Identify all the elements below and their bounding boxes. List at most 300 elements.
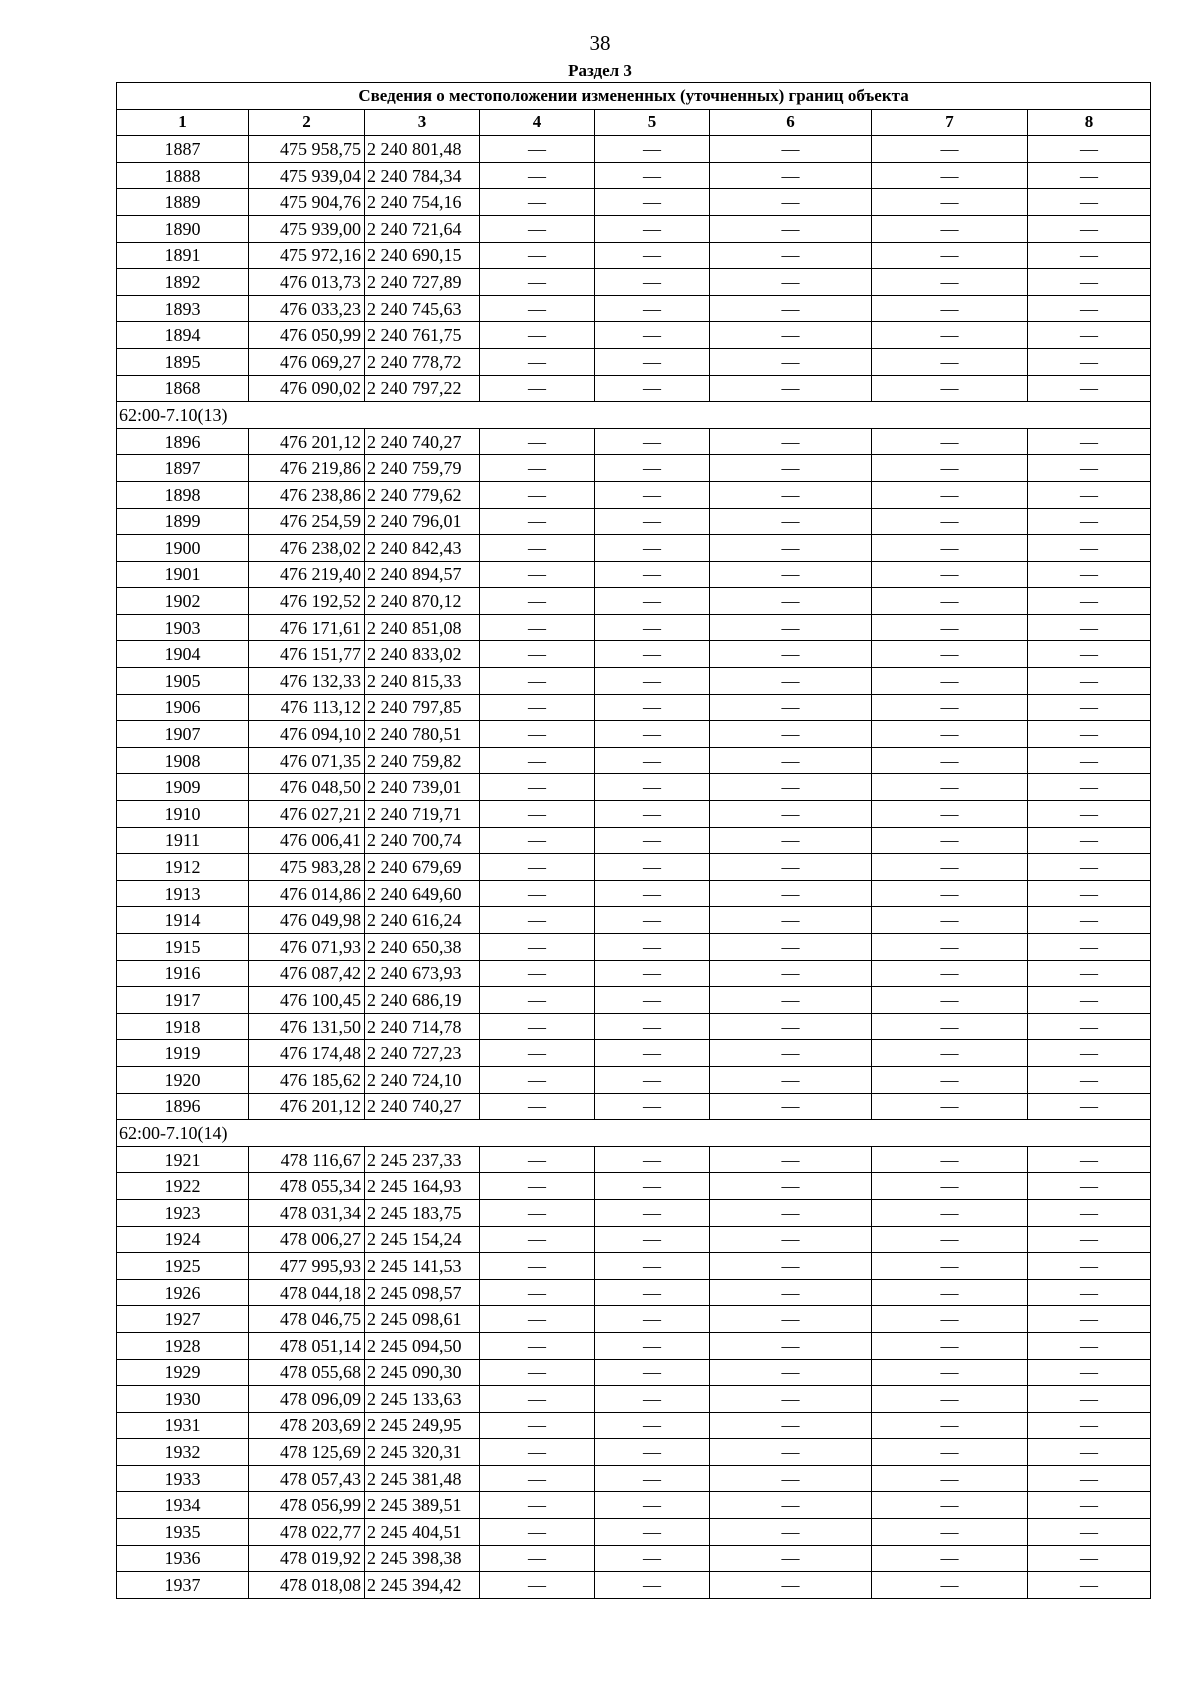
empty-value-cell: — [710, 880, 872, 907]
empty-value-cell: — [710, 1199, 872, 1226]
table-row [117, 1492, 1151, 1519]
x-coordinate-cell: 476 069,27 [249, 348, 365, 375]
y-coordinate-cell: 2 240 870,12 [365, 588, 480, 615]
table-row [117, 561, 1151, 588]
table-row [117, 1332, 1151, 1359]
empty-value-cell: — [480, 162, 595, 189]
empty-value-cell: — [595, 189, 710, 216]
point-number-cell: 1868 [117, 375, 249, 402]
empty-value-cell: — [480, 1040, 595, 1067]
x-coordinate-cell: 478 031,34 [249, 1199, 365, 1226]
point-number-cell: 1907 [117, 721, 249, 748]
point-number-cell: 1917 [117, 987, 249, 1014]
empty-value-cell: — [1028, 774, 1151, 801]
empty-value-cell: — [710, 242, 872, 269]
table-row [117, 641, 1151, 668]
empty-value-cell: — [595, 1279, 710, 1306]
empty-value-cell: — [1028, 801, 1151, 828]
y-coordinate-cell: 2 245 090,30 [365, 1359, 480, 1386]
empty-value-cell: — [595, 1226, 710, 1253]
empty-value-cell: — [480, 774, 595, 801]
table-row [117, 242, 1151, 269]
empty-value-cell: — [710, 721, 872, 748]
empty-value-cell: — [595, 348, 710, 375]
y-coordinate-cell: 2 240 801,48 [365, 136, 480, 163]
empty-value-cell: — [595, 801, 710, 828]
x-coordinate-cell: 476 071,35 [249, 747, 365, 774]
y-coordinate-cell: 2 240 673,93 [365, 960, 480, 987]
empty-value-cell: — [480, 934, 595, 961]
empty-value-cell: — [595, 1146, 710, 1173]
empty-value-cell: — [480, 215, 595, 242]
empty-value-cell: — [595, 774, 710, 801]
table-row [117, 614, 1151, 641]
point-number-cell: 1929 [117, 1359, 249, 1386]
x-coordinate-cell: 476 048,50 [249, 774, 365, 801]
table-row [117, 1519, 1151, 1546]
empty-value-cell: — [872, 242, 1028, 269]
y-coordinate-cell: 2 245 164,93 [365, 1173, 480, 1200]
empty-value-cell: — [710, 1066, 872, 1093]
empty-value-cell: — [480, 535, 595, 562]
point-number-cell: 1906 [117, 694, 249, 721]
empty-value-cell: — [872, 907, 1028, 934]
empty-value-cell: — [595, 854, 710, 881]
column-header-row [117, 109, 1151, 136]
empty-value-cell: — [480, 641, 595, 668]
table-row [117, 854, 1151, 881]
empty-value-cell: — [1028, 189, 1151, 216]
section-title: Раздел 3 [568, 61, 632, 80]
x-coordinate-cell: 476 131,50 [249, 1013, 365, 1040]
empty-value-cell: — [872, 269, 1028, 296]
table-row [117, 1545, 1151, 1572]
point-number-cell: 1891 [117, 242, 249, 269]
empty-value-cell: — [710, 694, 872, 721]
empty-value-cell: — [595, 1199, 710, 1226]
x-coordinate-cell: 476 238,86 [249, 481, 365, 508]
x-coordinate-cell: 478 022,77 [249, 1519, 365, 1546]
empty-value-cell: — [1028, 1146, 1151, 1173]
empty-value-cell: — [480, 1386, 595, 1413]
y-coordinate-cell: 2 245 389,51 [365, 1492, 480, 1519]
point-number-cell: 1928 [117, 1332, 249, 1359]
table-row [117, 1199, 1151, 1226]
column-header: 8 [1028, 109, 1151, 136]
empty-value-cell: — [595, 1066, 710, 1093]
empty-value-cell: — [1028, 960, 1151, 987]
empty-value-cell: — [480, 508, 595, 535]
empty-value-cell: — [710, 348, 872, 375]
empty-value-cell: — [872, 189, 1028, 216]
empty-value-cell: — [872, 1412, 1028, 1439]
empty-value-cell: — [1028, 827, 1151, 854]
empty-value-cell: — [872, 1492, 1028, 1519]
empty-value-cell: — [1028, 987, 1151, 1014]
point-number-cell: 1931 [117, 1412, 249, 1439]
empty-value-cell: — [872, 747, 1028, 774]
empty-value-cell: — [872, 1306, 1028, 1333]
empty-value-cell: — [710, 455, 872, 482]
empty-value-cell: — [595, 322, 710, 349]
y-coordinate-cell: 2 240 721,64 [365, 215, 480, 242]
empty-value-cell: — [1028, 1439, 1151, 1466]
x-coordinate-cell: 476 254,59 [249, 508, 365, 535]
empty-value-cell: — [710, 1173, 872, 1200]
empty-value-cell: — [872, 455, 1028, 482]
table-row [117, 1093, 1151, 1120]
empty-value-cell: — [480, 1253, 595, 1280]
empty-value-cell: — [710, 641, 872, 668]
empty-value-cell: — [595, 561, 710, 588]
empty-value-cell: — [480, 1465, 595, 1492]
empty-value-cell: — [480, 1412, 595, 1439]
empty-value-cell: — [1028, 747, 1151, 774]
table-row [117, 960, 1151, 987]
empty-value-cell: — [480, 801, 595, 828]
empty-value-cell: — [872, 1332, 1028, 1359]
empty-value-cell: — [872, 641, 1028, 668]
empty-value-cell: — [710, 295, 872, 322]
empty-value-cell: — [1028, 1040, 1151, 1067]
empty-value-cell: — [1028, 641, 1151, 668]
y-coordinate-cell: 2 245 394,42 [365, 1572, 480, 1599]
empty-value-cell: — [480, 1173, 595, 1200]
y-coordinate-cell: 2 240 797,22 [365, 375, 480, 402]
x-coordinate-cell: 476 033,23 [249, 295, 365, 322]
y-coordinate-cell: 2 240 796,01 [365, 508, 480, 535]
table-row [117, 508, 1151, 535]
y-coordinate-cell: 2 245 404,51 [365, 1519, 480, 1546]
empty-value-cell: — [1028, 481, 1151, 508]
x-coordinate-cell: 476 013,73 [249, 269, 365, 296]
table-row [117, 215, 1151, 242]
x-coordinate-cell: 476 050,99 [249, 322, 365, 349]
table-row [117, 880, 1151, 907]
empty-value-cell: — [595, 1093, 710, 1120]
point-number-cell: 1934 [117, 1492, 249, 1519]
empty-value-cell: — [710, 1359, 872, 1386]
y-coordinate-cell: 2 240 724,10 [365, 1066, 480, 1093]
empty-value-cell: — [710, 588, 872, 615]
empty-value-cell: — [1028, 1013, 1151, 1040]
point-number-cell: 1898 [117, 481, 249, 508]
empty-value-cell: — [1028, 508, 1151, 535]
column-header: 3 [365, 109, 480, 136]
x-coordinate-cell: 476 238,02 [249, 535, 365, 562]
y-coordinate-cell: 2 240 739,01 [365, 774, 480, 801]
empty-value-cell: — [710, 1253, 872, 1280]
empty-value-cell: — [595, 827, 710, 854]
empty-value-cell: — [872, 295, 1028, 322]
point-number-cell: 1889 [117, 189, 249, 216]
empty-value-cell: — [872, 694, 1028, 721]
empty-value-cell: — [1028, 1173, 1151, 1200]
table-row [117, 348, 1151, 375]
empty-value-cell: — [480, 1146, 595, 1173]
empty-value-cell: — [480, 588, 595, 615]
point-number-cell: 1911 [117, 827, 249, 854]
y-coordinate-cell: 2 240 740,27 [365, 428, 480, 455]
y-coordinate-cell: 2 240 686,19 [365, 987, 480, 1014]
empty-value-cell: — [872, 508, 1028, 535]
table-row [117, 721, 1151, 748]
empty-value-cell: — [595, 614, 710, 641]
table-row [117, 295, 1151, 322]
x-coordinate-cell: 476 006,41 [249, 827, 365, 854]
empty-value-cell: — [480, 1492, 595, 1519]
empty-value-cell: — [1028, 428, 1151, 455]
empty-value-cell: — [872, 880, 1028, 907]
point-number-cell: 1925 [117, 1253, 249, 1280]
y-coordinate-cell: 2 245 398,38 [365, 1545, 480, 1572]
point-number-cell: 1901 [117, 561, 249, 588]
point-number-cell: 1930 [117, 1386, 249, 1413]
empty-value-cell: — [1028, 1199, 1151, 1226]
empty-value-cell: — [595, 481, 710, 508]
empty-value-cell: — [480, 747, 595, 774]
empty-value-cell: — [595, 1253, 710, 1280]
empty-value-cell: — [710, 375, 872, 402]
point-number-cell: 1927 [117, 1306, 249, 1333]
table-body [117, 136, 1151, 1599]
table-row [117, 747, 1151, 774]
empty-value-cell: — [480, 880, 595, 907]
point-number-cell: 1896 [117, 1093, 249, 1120]
x-coordinate-cell: 476 185,62 [249, 1066, 365, 1093]
column-header: 2 [249, 109, 365, 136]
empty-value-cell: — [710, 1412, 872, 1439]
table-row [117, 1359, 1151, 1386]
x-coordinate-cell: 478 116,67 [249, 1146, 365, 1173]
empty-value-cell: — [1028, 1465, 1151, 1492]
point-number-cell: 1914 [117, 907, 249, 934]
empty-value-cell: — [1028, 162, 1151, 189]
empty-value-cell: — [1028, 1093, 1151, 1120]
empty-value-cell: — [710, 1013, 872, 1040]
empty-value-cell: — [595, 1465, 710, 1492]
x-coordinate-cell: 476 090,02 [249, 375, 365, 402]
empty-value-cell: — [872, 1173, 1028, 1200]
x-coordinate-cell: 475 904,76 [249, 189, 365, 216]
empty-value-cell: — [480, 1199, 595, 1226]
empty-value-cell: — [480, 987, 595, 1014]
empty-value-cell: — [710, 1332, 872, 1359]
table-row [117, 1253, 1151, 1280]
empty-value-cell: — [872, 854, 1028, 881]
y-coordinate-cell: 2 240 784,34 [365, 162, 480, 189]
empty-value-cell: — [710, 934, 872, 961]
empty-value-cell: — [1028, 668, 1151, 695]
empty-value-cell: — [1028, 694, 1151, 721]
empty-value-cell: — [595, 721, 710, 748]
x-coordinate-cell: 478 096,09 [249, 1386, 365, 1413]
empty-value-cell: — [872, 1545, 1028, 1572]
group-row [117, 1120, 1151, 1147]
y-coordinate-cell: 2 240 650,38 [365, 934, 480, 961]
x-coordinate-cell: 475 983,28 [249, 854, 365, 881]
x-coordinate-cell: 476 113,12 [249, 694, 365, 721]
empty-value-cell: — [1028, 348, 1151, 375]
empty-value-cell: — [595, 136, 710, 163]
empty-value-cell: — [710, 535, 872, 562]
empty-value-cell: — [872, 1253, 1028, 1280]
y-coordinate-cell: 2 245 141,53 [365, 1253, 480, 1280]
table-row [117, 1306, 1151, 1333]
empty-value-cell: — [480, 854, 595, 881]
point-number-cell: 1935 [117, 1519, 249, 1546]
empty-value-cell: — [710, 854, 872, 881]
point-number-cell: 1909 [117, 774, 249, 801]
empty-value-cell: — [595, 1306, 710, 1333]
empty-value-cell: — [595, 934, 710, 961]
empty-value-cell: — [872, 375, 1028, 402]
empty-value-cell: — [710, 162, 872, 189]
empty-value-cell: — [1028, 136, 1151, 163]
empty-value-cell: — [480, 295, 595, 322]
y-coordinate-cell: 2 240 700,74 [365, 827, 480, 854]
y-coordinate-cell: 2 240 761,75 [365, 322, 480, 349]
empty-value-cell: — [710, 1279, 872, 1306]
empty-value-cell: — [480, 269, 595, 296]
empty-value-cell: — [595, 1013, 710, 1040]
page-number: 38 [589, 31, 611, 55]
column-header: 5 [595, 109, 710, 136]
empty-value-cell: — [710, 269, 872, 296]
x-coordinate-cell: 476 151,77 [249, 641, 365, 668]
empty-value-cell: — [1028, 854, 1151, 881]
empty-value-cell: — [1028, 1253, 1151, 1280]
y-coordinate-cell: 2 240 649,60 [365, 880, 480, 907]
point-number-cell: 1919 [117, 1040, 249, 1067]
empty-value-cell: — [595, 1359, 710, 1386]
group-label: 62:00-7.10(13) [117, 402, 1151, 429]
y-coordinate-cell: 2 240 719,71 [365, 801, 480, 828]
table-caption: Сведения о местоположении измененных (уточненных) границ объекта [117, 83, 1151, 110]
y-coordinate-cell: 2 245 237,33 [365, 1146, 480, 1173]
table-row [117, 1226, 1151, 1253]
empty-value-cell: — [1028, 1519, 1151, 1546]
empty-value-cell: — [595, 1572, 710, 1599]
x-coordinate-cell: 476 049,98 [249, 907, 365, 934]
empty-value-cell: — [710, 508, 872, 535]
empty-value-cell: — [480, 694, 595, 721]
point-number-cell: 1900 [117, 535, 249, 562]
empty-value-cell: — [1028, 535, 1151, 562]
x-coordinate-cell: 478 006,27 [249, 1226, 365, 1253]
empty-value-cell: — [595, 1386, 710, 1413]
empty-value-cell: — [872, 481, 1028, 508]
empty-value-cell: — [872, 1519, 1028, 1546]
empty-value-cell: — [595, 668, 710, 695]
point-number-cell: 1899 [117, 508, 249, 535]
point-number-cell: 1910 [117, 801, 249, 828]
empty-value-cell: — [872, 1226, 1028, 1253]
empty-value-cell: — [710, 428, 872, 455]
table-row [117, 162, 1151, 189]
empty-value-cell: — [710, 215, 872, 242]
empty-value-cell: — [710, 1572, 872, 1599]
column-header: 7 [872, 109, 1028, 136]
y-coordinate-cell: 2 240 833,02 [365, 641, 480, 668]
empty-value-cell: — [480, 348, 595, 375]
empty-value-cell: — [872, 1146, 1028, 1173]
x-coordinate-cell: 475 939,04 [249, 162, 365, 189]
empty-value-cell: — [872, 1439, 1028, 1466]
empty-value-cell: — [710, 668, 872, 695]
empty-value-cell: — [1028, 721, 1151, 748]
empty-value-cell: — [710, 136, 872, 163]
point-number-cell: 1895 [117, 348, 249, 375]
empty-value-cell: — [480, 1226, 595, 1253]
empty-value-cell: — [710, 1146, 872, 1173]
table-row [117, 668, 1151, 695]
y-coordinate-cell: 2 240 778,72 [365, 348, 480, 375]
empty-value-cell: — [872, 1359, 1028, 1386]
empty-value-cell: — [595, 641, 710, 668]
x-coordinate-cell: 476 171,61 [249, 614, 365, 641]
empty-value-cell: — [872, 428, 1028, 455]
table-row [117, 1040, 1151, 1067]
y-coordinate-cell: 2 240 740,27 [365, 1093, 480, 1120]
x-coordinate-cell: 476 201,12 [249, 1093, 365, 1120]
empty-value-cell: — [480, 668, 595, 695]
empty-value-cell: — [595, 880, 710, 907]
empty-value-cell: — [595, 694, 710, 721]
empty-value-cell: — [480, 561, 595, 588]
empty-value-cell: — [480, 136, 595, 163]
x-coordinate-cell: 476 174,48 [249, 1040, 365, 1067]
table-row [117, 588, 1151, 615]
x-coordinate-cell: 476 219,86 [249, 455, 365, 482]
empty-value-cell: — [1028, 1545, 1151, 1572]
empty-value-cell: — [710, 1306, 872, 1333]
empty-value-cell: — [872, 827, 1028, 854]
table-row [117, 455, 1151, 482]
empty-value-cell: — [1028, 1226, 1151, 1253]
point-number-cell: 1913 [117, 880, 249, 907]
table-row [117, 801, 1151, 828]
empty-value-cell: — [872, 1093, 1028, 1120]
y-coordinate-cell: 2 245 094,50 [365, 1332, 480, 1359]
empty-value-cell: — [595, 1173, 710, 1200]
empty-value-cell: — [1028, 907, 1151, 934]
x-coordinate-cell: 475 939,00 [249, 215, 365, 242]
point-number-cell: 1915 [117, 934, 249, 961]
y-coordinate-cell: 2 245 098,61 [365, 1306, 480, 1333]
x-coordinate-cell: 478 044,18 [249, 1279, 365, 1306]
empty-value-cell: — [872, 1279, 1028, 1306]
empty-value-cell: — [595, 1519, 710, 1546]
empty-value-cell: — [595, 1545, 710, 1572]
empty-value-cell: — [480, 721, 595, 748]
empty-value-cell: — [710, 827, 872, 854]
empty-value-cell: — [1028, 1572, 1151, 1599]
y-coordinate-cell: 2 240 690,15 [365, 242, 480, 269]
empty-value-cell: — [595, 162, 710, 189]
y-coordinate-cell: 2 240 780,51 [365, 721, 480, 748]
y-coordinate-cell: 2 240 754,16 [365, 189, 480, 216]
point-number-cell: 1926 [117, 1279, 249, 1306]
y-coordinate-cell: 2 240 842,43 [365, 535, 480, 562]
point-number-cell: 1894 [117, 322, 249, 349]
empty-value-cell: — [480, 960, 595, 987]
x-coordinate-cell: 478 203,69 [249, 1412, 365, 1439]
empty-value-cell: — [1028, 1359, 1151, 1386]
point-number-cell: 1920 [117, 1066, 249, 1093]
x-coordinate-cell: 476 087,42 [249, 960, 365, 987]
empty-value-cell: — [872, 215, 1028, 242]
